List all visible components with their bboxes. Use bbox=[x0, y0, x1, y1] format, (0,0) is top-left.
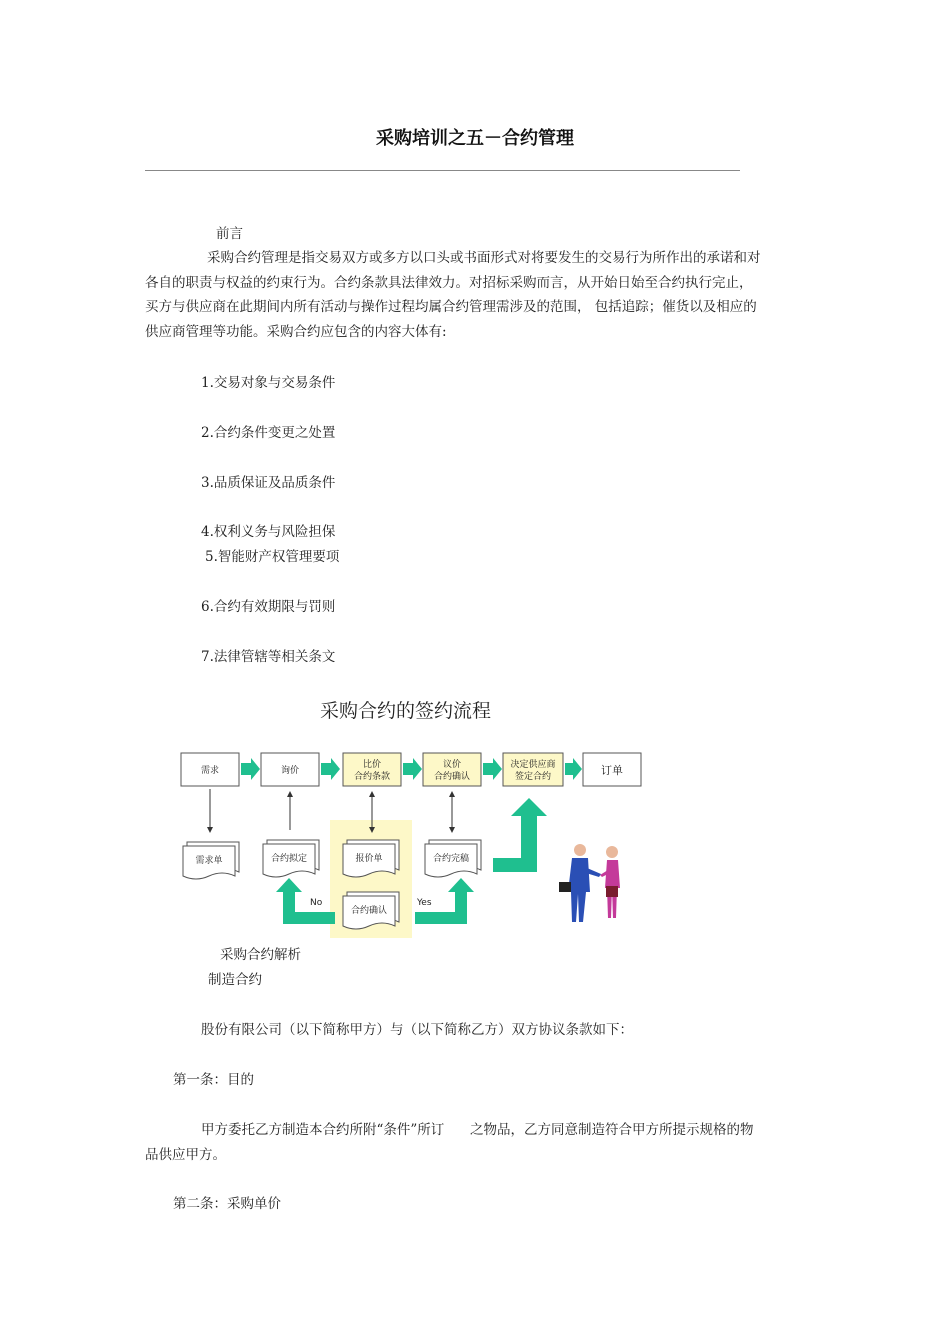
list-item: 6.合约有效期限与罚则 bbox=[201, 599, 336, 615]
svg-text:比价: 比价 bbox=[362, 760, 382, 770]
signing-flowchart bbox=[175, 690, 655, 945]
list-item: 2.合约条件变更之处置 bbox=[201, 425, 336, 441]
process-box-compare bbox=[343, 753, 401, 786]
right-arrow-icon bbox=[483, 758, 502, 780]
caption-manufacturing-contract: 制造合约 bbox=[208, 972, 262, 988]
list-item: 3.品质保证及品质条件 bbox=[201, 475, 336, 491]
svg-text:需求: 需求 bbox=[200, 766, 220, 776]
article1-text: 甲方委托乙方制造本合约所附“条件”所订 之物品，乙方同意制造符合甲方所提示规格的物 bbox=[201, 1122, 754, 1138]
svg-text:合约确认: 合约确认 bbox=[350, 906, 388, 916]
doc-quotation bbox=[343, 840, 399, 877]
doc-demand-sheet bbox=[183, 842, 239, 879]
up-arrow-icon bbox=[493, 798, 547, 872]
svg-text:合约完稿: 合约完稿 bbox=[432, 854, 470, 864]
list-item: 5.智能财产权管理要项 bbox=[205, 549, 340, 565]
svg-text:合约拟定: 合约拟定 bbox=[270, 854, 308, 864]
process-box-order bbox=[583, 753, 641, 786]
right-arrow-icon bbox=[403, 758, 422, 780]
intro-paragraph bbox=[145, 246, 805, 344]
caption-contract-analysis: 采购合约解析 bbox=[220, 947, 301, 963]
svg-text:需求单: 需求单 bbox=[195, 856, 223, 866]
process-box-decide bbox=[503, 753, 563, 786]
doc-contract-final bbox=[425, 840, 481, 877]
yes-label: Yes bbox=[417, 898, 432, 908]
svg-text:订单: 订单 bbox=[601, 764, 623, 777]
article2-title: 第二条：采购单价 bbox=[173, 1196, 281, 1212]
title-divider bbox=[145, 170, 740, 171]
intro-line: 采购合约管理是指交易双方或多方以口头或书面形式对将要发生的交易行为所作出的承诺和对 bbox=[207, 250, 761, 266]
svg-text:报价单: 报价单 bbox=[355, 854, 383, 864]
handshake-figures-icon bbox=[559, 844, 620, 922]
doc-contract-draft bbox=[263, 840, 319, 877]
svg-text:决定供应商: 决定供应商 bbox=[510, 760, 556, 770]
article1-text-cont: 品供应甲方。 bbox=[145, 1147, 226, 1163]
article1-title: 第一条：目的 bbox=[173, 1072, 254, 1088]
flowchart-title: 采购合约的签约流程 bbox=[320, 700, 492, 722]
no-loop-arrow-icon bbox=[276, 878, 335, 924]
right-arrow-icon bbox=[321, 758, 340, 780]
right-arrow-icon bbox=[241, 758, 260, 780]
svg-text:签定合约: 签定合约 bbox=[514, 772, 552, 782]
intro-line: 买方与供应商在此期间内所有活动与操作过程均属合约管理需涉及的范围， 包括追踪；催货以及相应的 bbox=[145, 299, 757, 315]
no-label: No bbox=[310, 898, 323, 908]
intro-line: 各自的职责与权益的约束行为。合约条款具法律效力。对招标采购而言，从开始日始至合约执行完止， bbox=[145, 274, 753, 291]
svg-text:议价: 议价 bbox=[442, 760, 462, 770]
process-box-inquiry bbox=[261, 753, 319, 786]
list-item: 1.交易对象与交易条件 bbox=[201, 375, 336, 391]
svg-text:合约条款: 合约条款 bbox=[353, 772, 391, 782]
process-box-negotiate bbox=[423, 753, 481, 786]
doc-contract-confirm bbox=[343, 892, 399, 929]
list-item: 4.权利义务与风险担保 bbox=[201, 524, 336, 540]
contract-intro: 股份有限公司（以下简称甲方）与（以下简称乙方）双方协议条款如下： bbox=[201, 1022, 633, 1038]
intro-line: 供应商管理等功能。采购合约应包含的内容大体有: bbox=[145, 323, 447, 340]
preface-heading: 前言 bbox=[216, 226, 243, 242]
svg-text:询价: 询价 bbox=[280, 766, 300, 776]
right-arrow-icon bbox=[565, 758, 582, 780]
process-box-demand bbox=[181, 753, 239, 786]
document-title: 采购培训之五－合约管理 bbox=[376, 128, 574, 149]
list-item: 7.法律管辖等相关条文 bbox=[201, 649, 336, 665]
svg-text:合约确认: 合约确认 bbox=[433, 772, 471, 782]
